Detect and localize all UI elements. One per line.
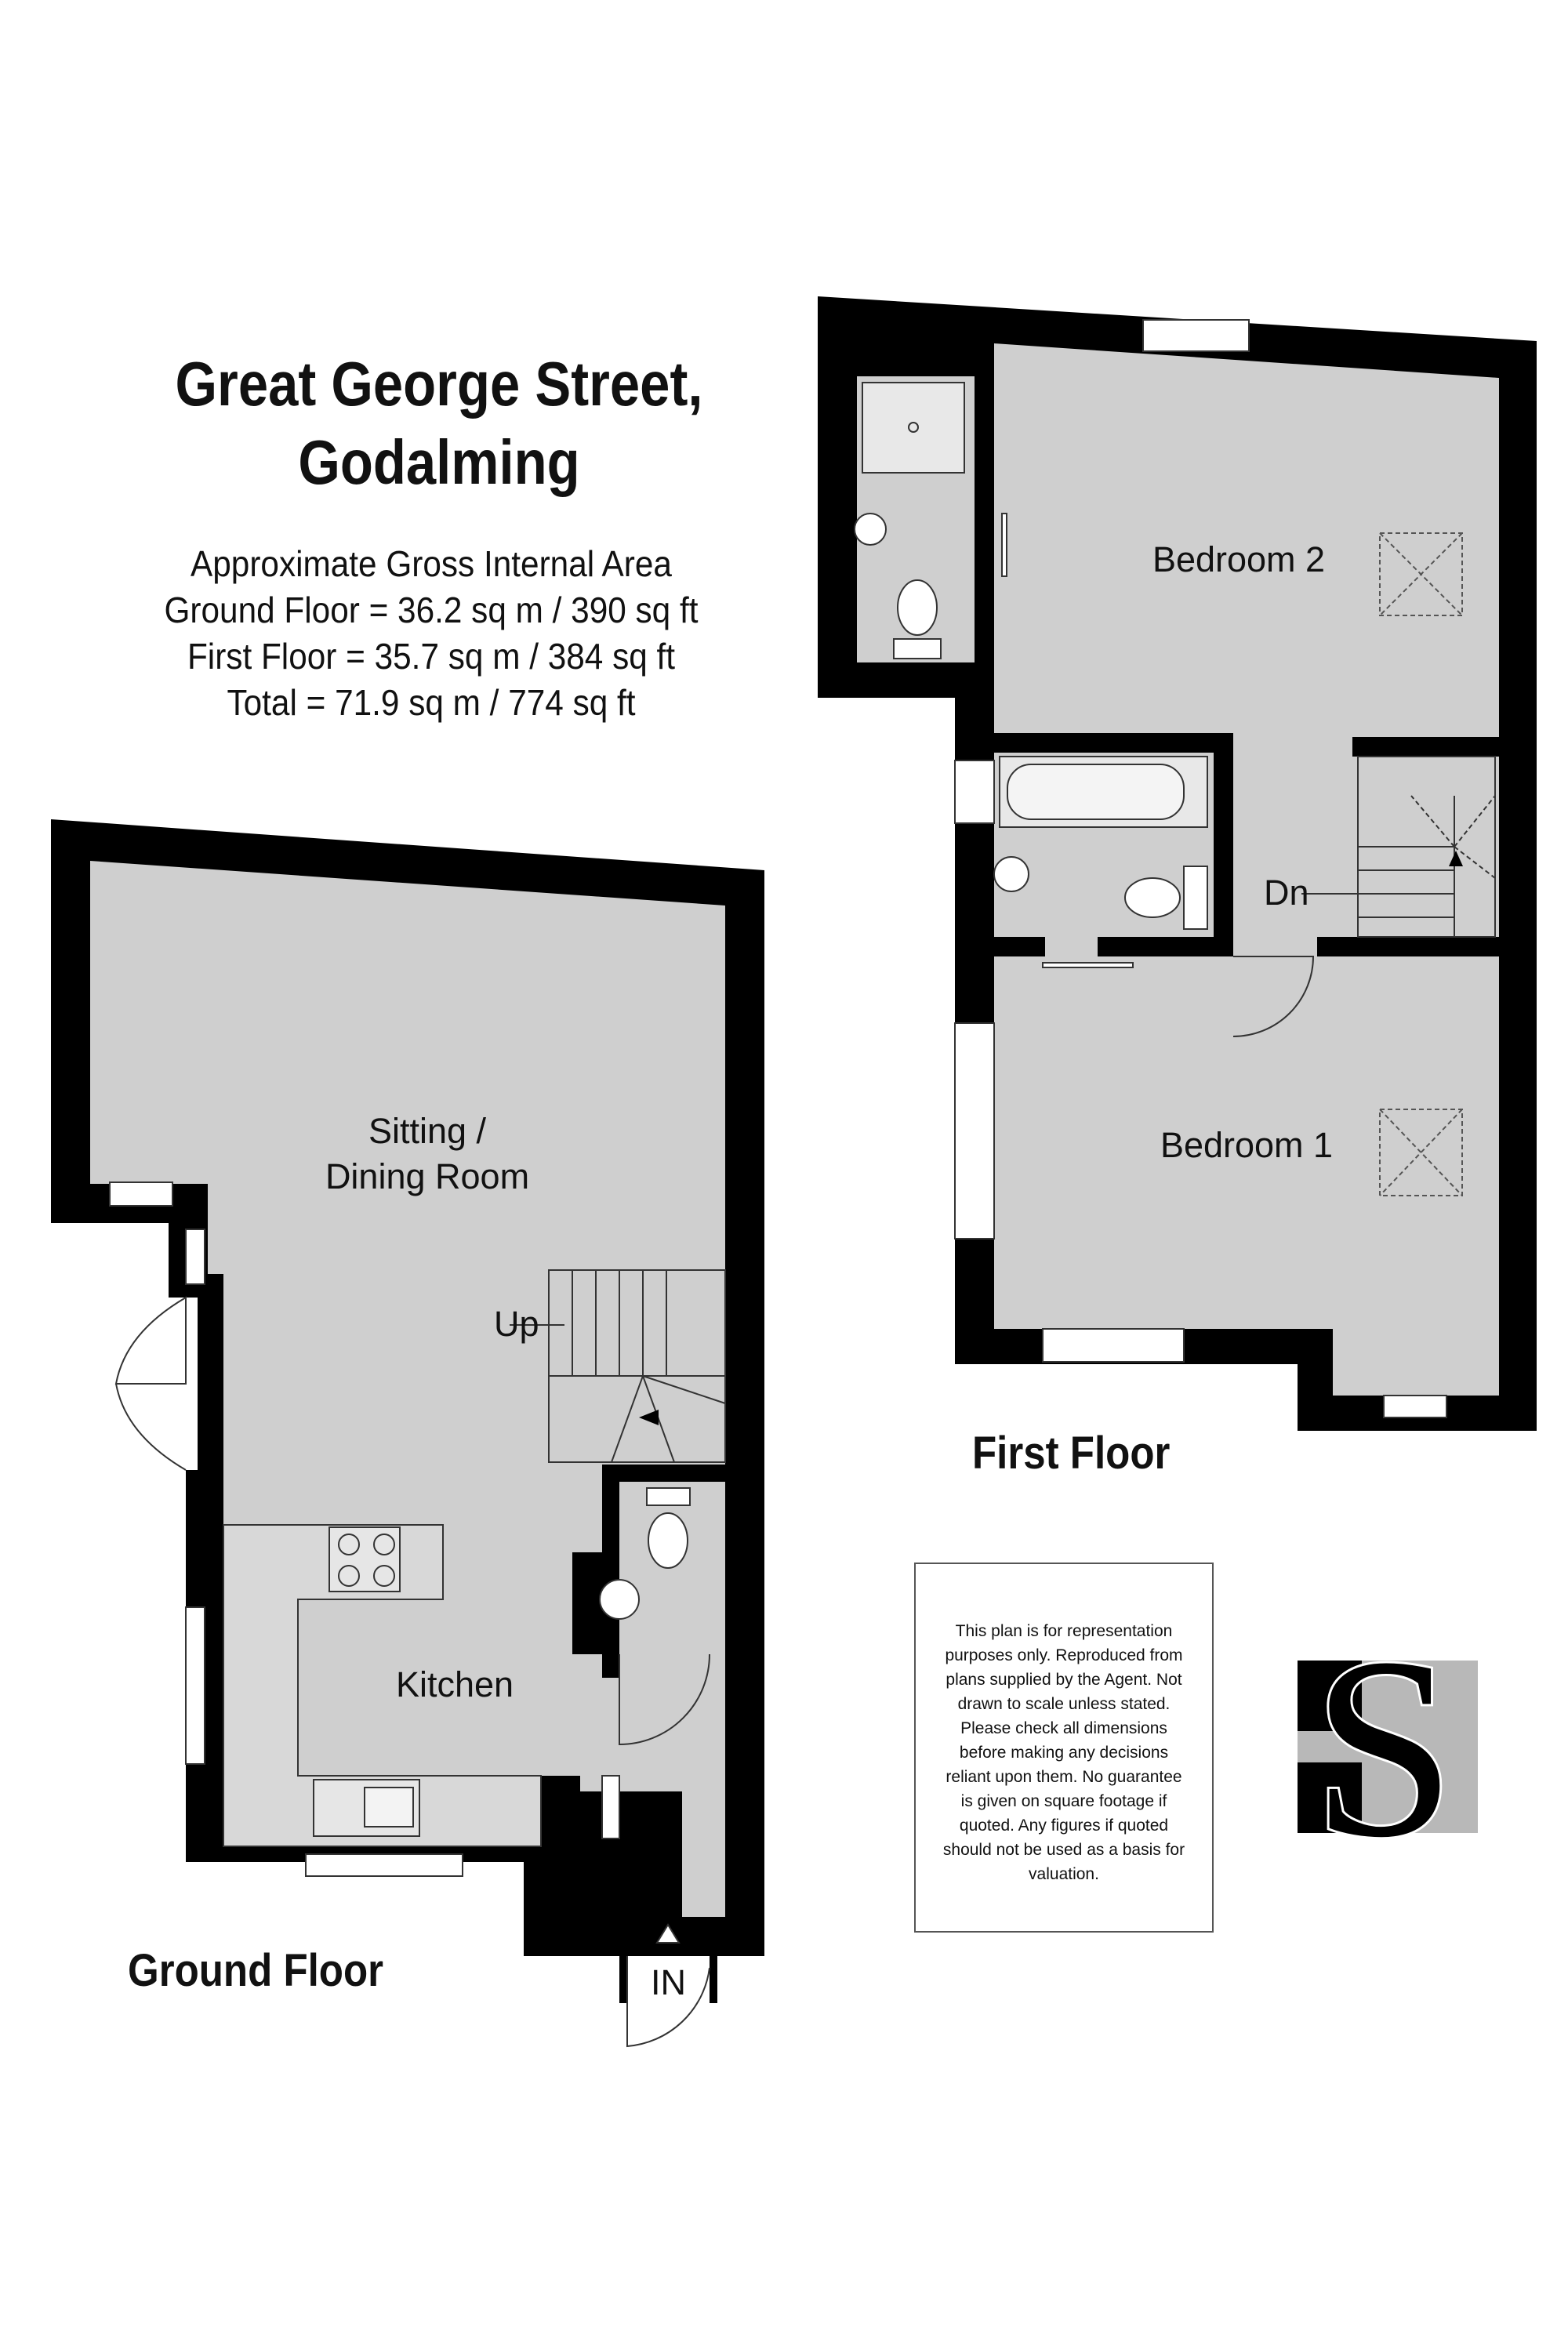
svg-text:S: S bbox=[1312, 1605, 1456, 1891]
bathroom-toilet bbox=[1125, 878, 1180, 917]
entrance-label: IN bbox=[651, 1962, 686, 2002]
area-summary bbox=[143, 541, 720, 726]
ground-floor-label: Ground Floor bbox=[128, 1945, 384, 1996]
area-ground-floor: Ground Floor = 36.2 sq m / 390 sq ft bbox=[164, 590, 699, 630]
window-bedroom1-bottom bbox=[1043, 1329, 1184, 1362]
window-bedroom2-top bbox=[1143, 320, 1249, 351]
area-total: Total = 71.9 sq m / 774 sq ft bbox=[227, 682, 636, 723]
area-heading: Approximate Gross Internal Area bbox=[191, 543, 672, 584]
page-title bbox=[149, 345, 729, 502]
bedroom2-label: Bedroom 2 bbox=[1152, 539, 1326, 579]
window-left-upper bbox=[110, 1182, 172, 1206]
agency-logo bbox=[1298, 1605, 1478, 1891]
window-bathroom bbox=[955, 760, 994, 823]
bathroom-wall-h bbox=[994, 733, 1233, 753]
title-line-1: Great George Street, bbox=[175, 349, 703, 419]
shower-room-basin bbox=[855, 514, 886, 545]
landing-wall bbox=[1317, 937, 1499, 956]
cupboard-door bbox=[602, 1776, 619, 1838]
first-stairs-down-label: Dn bbox=[1264, 873, 1309, 913]
stair-wall-top bbox=[1352, 737, 1499, 757]
shower-room-toilet bbox=[898, 580, 937, 635]
window-left-side bbox=[186, 1229, 205, 1284]
bathroom-wall-bottom-a bbox=[994, 937, 1045, 956]
disclaimer-text: This plan is for representation purposes only. Reproduced from plans supplied by the Agent. Not drawn to scale unless stated. Please check all dimensions before making any decisions reliant upon them. No guarantee is given on square footage if quoted. Any figures if quoted should not be used as a basis for valuation. bbox=[942, 1622, 1185, 1883]
disclaimer-box bbox=[914, 1563, 1214, 1933]
lobby-wall bbox=[541, 1776, 580, 1846]
bathroom-basin bbox=[994, 857, 1029, 891]
kitchen-label: Kitchen bbox=[395, 1664, 514, 1704]
title-line-2: Godalming bbox=[298, 427, 580, 497]
ground-wc-cistern bbox=[647, 1488, 690, 1505]
shower-tray bbox=[862, 383, 964, 473]
bath-inner bbox=[1007, 764, 1184, 819]
ground-stairs-up-label: Up bbox=[494, 1304, 539, 1344]
ground-floor-plan bbox=[51, 819, 764, 2046]
sliding-door-bathroom bbox=[1043, 963, 1133, 967]
first-floor-plan bbox=[818, 296, 1537, 1431]
window-kitchen-side bbox=[186, 1607, 205, 1764]
window-bedroom1-side bbox=[955, 1023, 994, 1239]
sitting-label-line-1: Sitting / bbox=[368, 1111, 487, 1151]
shower-room-wall-lower bbox=[975, 584, 994, 662]
window-kitchen-bottom bbox=[306, 1854, 463, 1876]
bathroom-wall-v bbox=[1214, 733, 1233, 949]
window-bedroom1-bay bbox=[1384, 1396, 1446, 1417]
bathroom-wall-bottom-b bbox=[1098, 937, 1233, 956]
shower-room-cistern bbox=[894, 639, 941, 659]
sitting-label-line-2: Dining Room bbox=[325, 1156, 530, 1196]
bathroom-cistern bbox=[1184, 866, 1207, 929]
shower-room-wall bbox=[975, 343, 994, 500]
bedroom1-label: Bedroom 1 bbox=[1160, 1125, 1334, 1165]
sink-bowl bbox=[365, 1788, 413, 1827]
sliding-door-ensuite bbox=[1002, 514, 1007, 576]
area-first-floor: First Floor = 35.7 sq m / 384 sq ft bbox=[187, 636, 676, 677]
ground-wc-basin bbox=[600, 1580, 639, 1619]
sitting-dining-label bbox=[310, 1109, 545, 1200]
ground-wc-toilet bbox=[648, 1513, 688, 1568]
first-floor-label: First Floor bbox=[972, 1428, 1171, 1479]
